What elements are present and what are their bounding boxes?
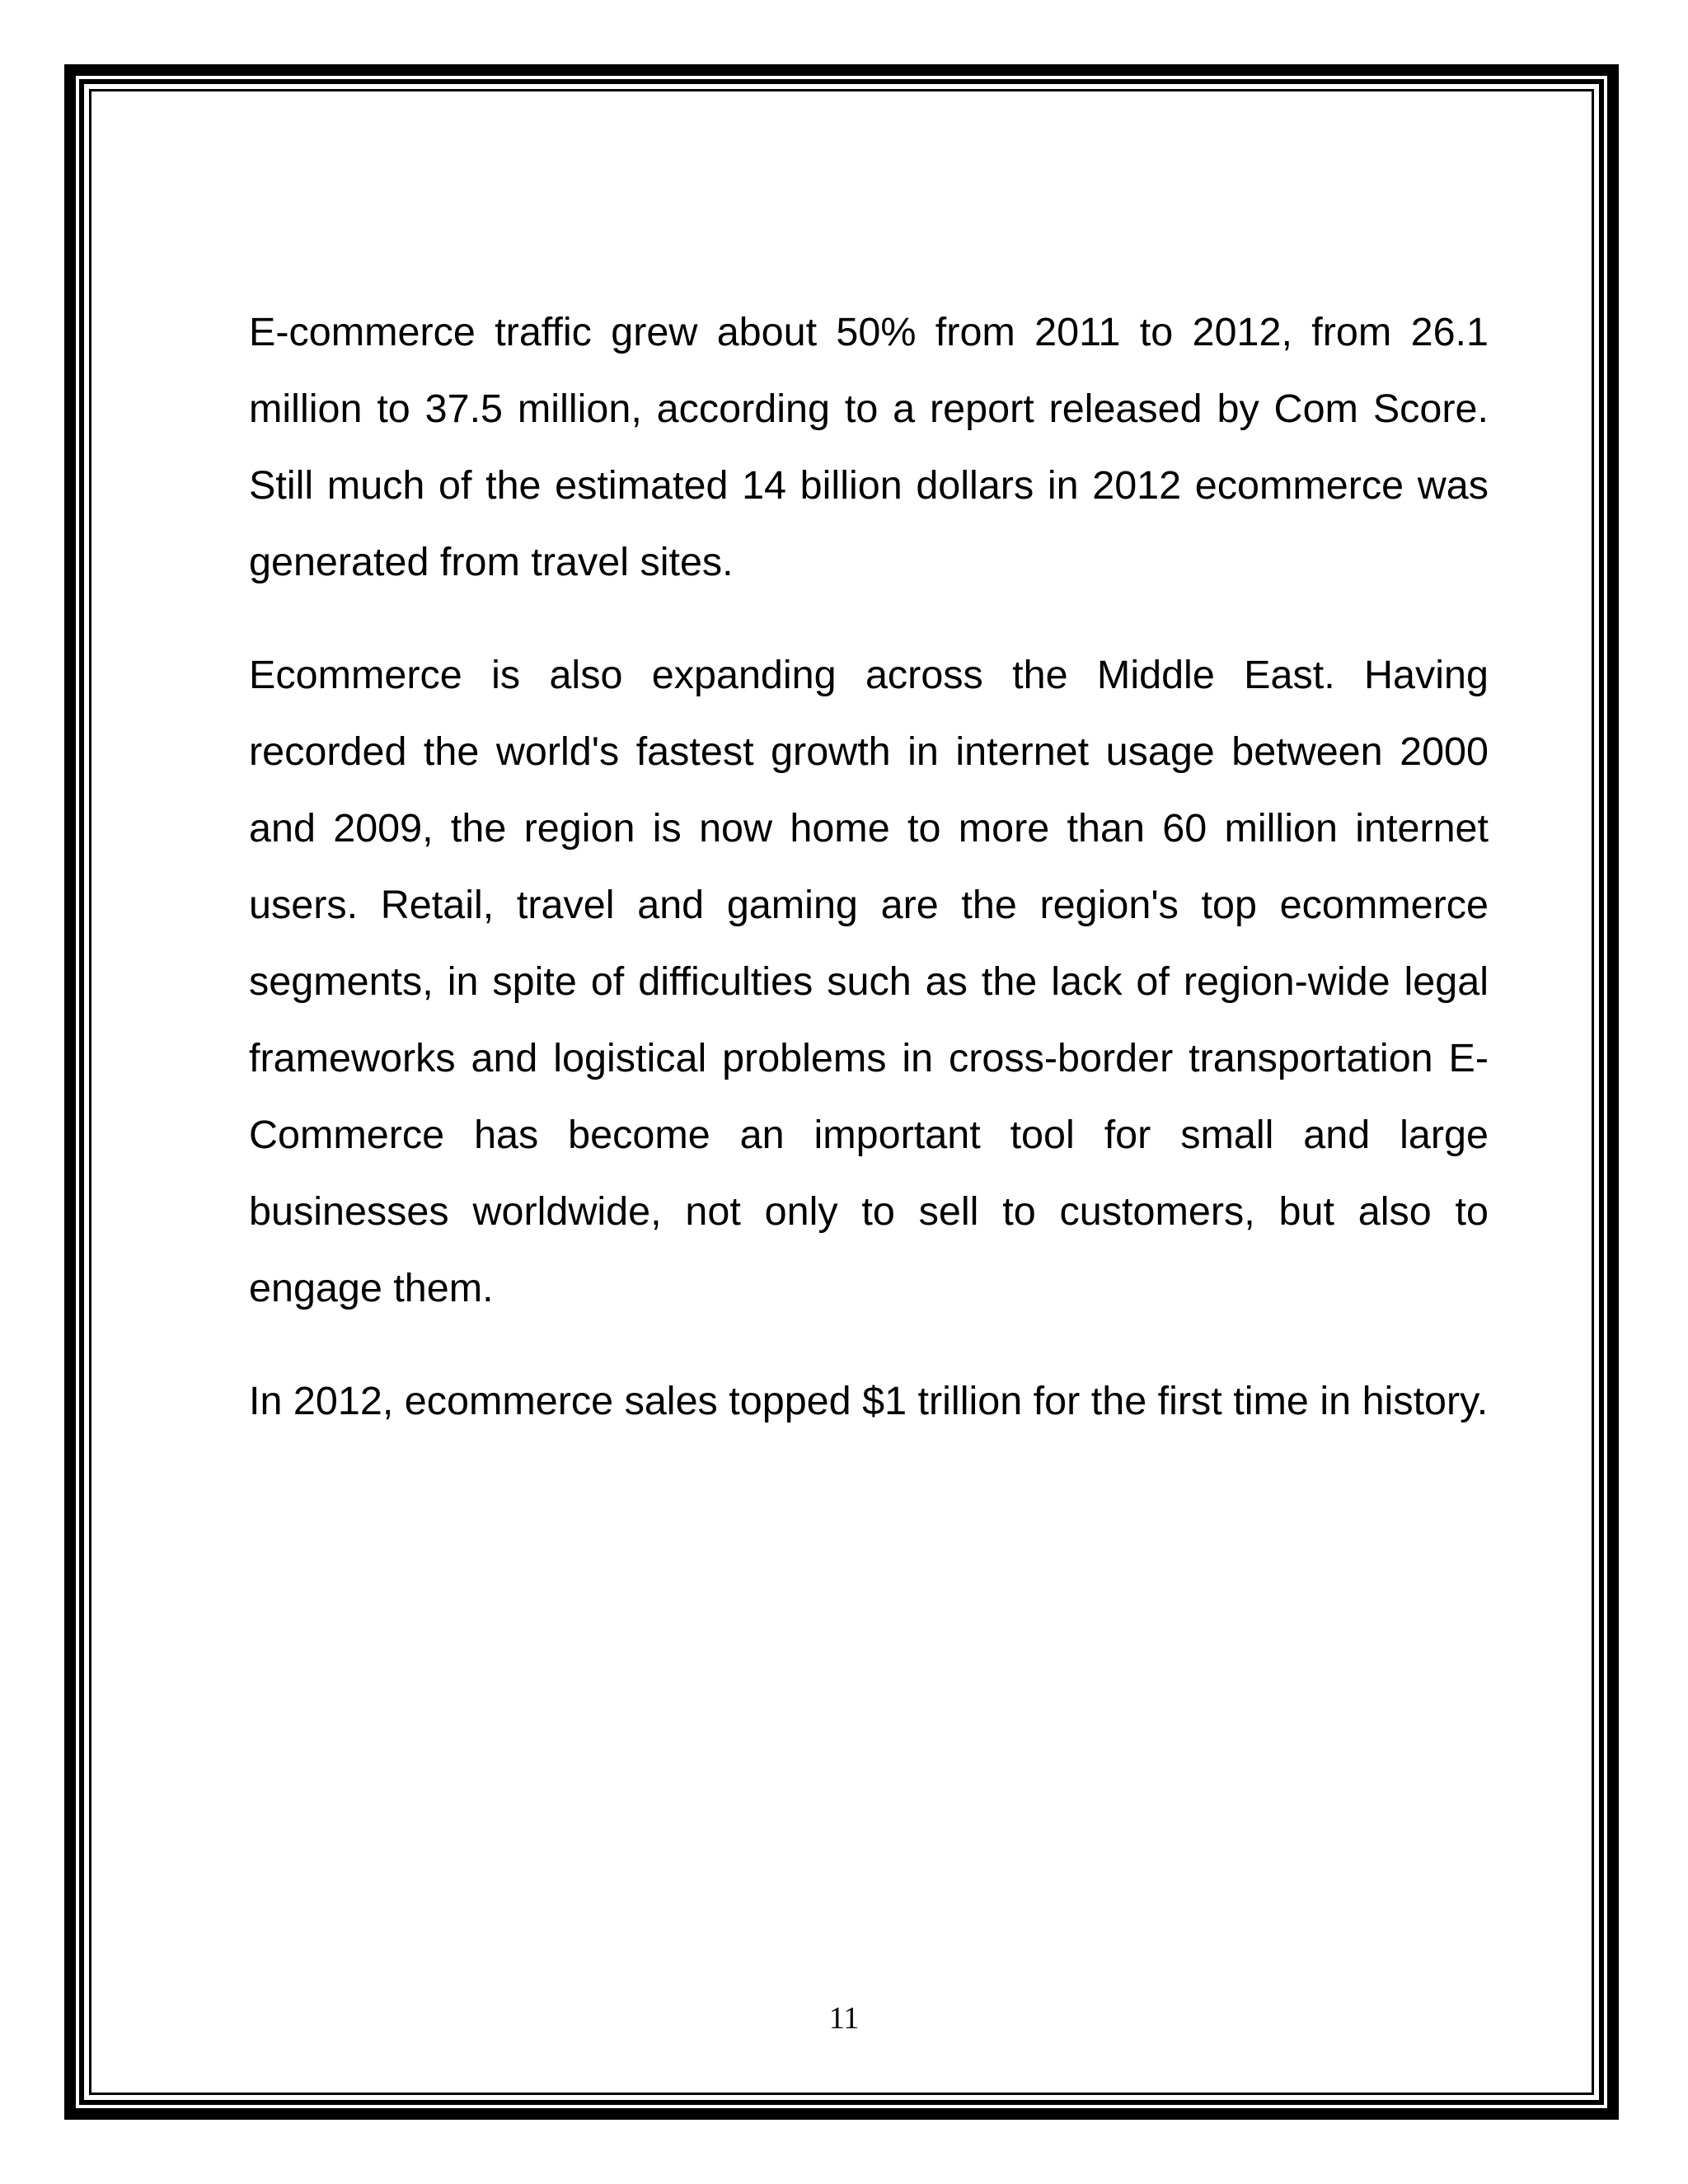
- paragraph-traffic-growth: E-commerce traffic grew about 50% from 2011 to 2012, from 26.1 million to 37.5 million, according to a report released by Com Score. Still much of the estimated 14 billion dollars in 2012 ecommerce was generated from travel sites.: [249, 310, 1489, 584]
- page-number: 11: [828, 2001, 860, 2036]
- paragraph-middle-east: Ecommerce is also expanding across the Middle East. Having recorded the world's fastest growth in internet usage between 2000 and 2009, the region is now home to more than 60 million internet users. Retail, travel and gaming are the region's top ecommerce segments, in spite of difficulties such as the lack of region-wide legal frameworks and logistical problems in cross-border transportation E-Commerce has become an important tool for small and large businesses worldwide, not only to sell to customers, but also to engage them.: [249, 653, 1489, 1310]
- paragraph-sales-2012: In 2012, ecommerce sales topped $1 trillion for the first time in history.: [249, 1379, 1489, 1423]
- page-body: [249, 294, 1489, 1476]
